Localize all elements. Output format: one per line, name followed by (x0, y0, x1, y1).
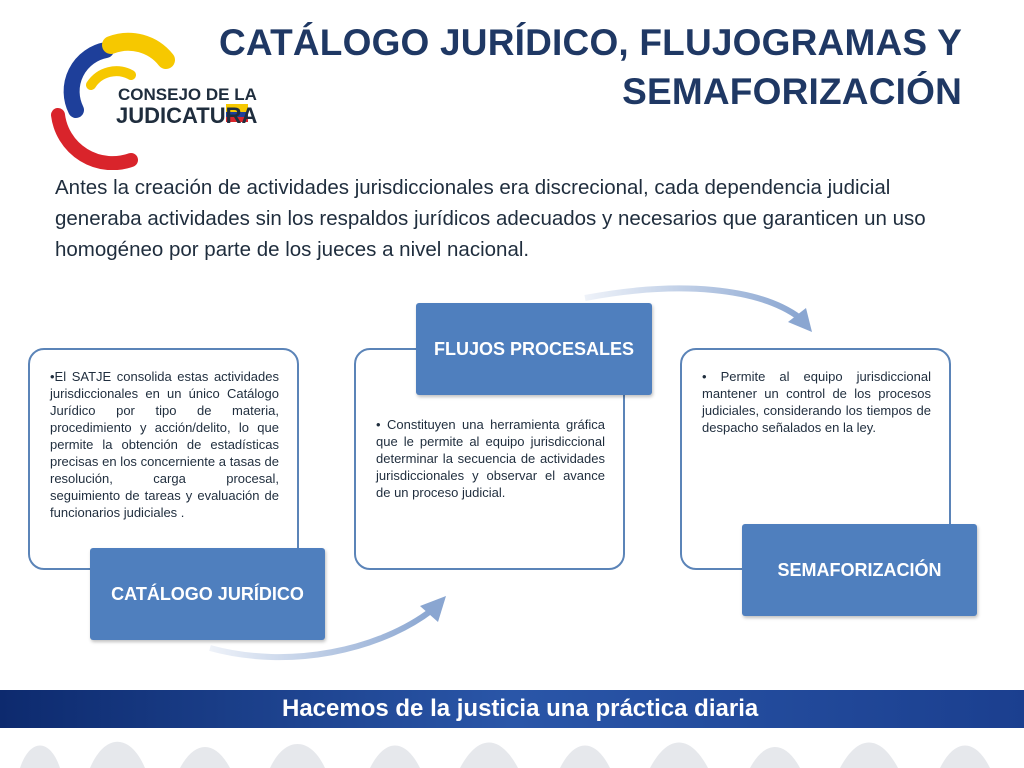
semaphore-card-text: • Permite al equipo jurisdiccional mantener un control de los procesos judiciales, considerando los tiempos de despacho señalados en la ley. (702, 369, 931, 435)
flows-card-text: • Constituyen una herramienta gráfica que le permite al equipo jurisdiccional determinar la secuencia de actividades jurisdiccionales y observar el avance de un proceso judicial. (376, 417, 605, 500)
catalog-label: CATÁLOGO JURÍDICO (90, 548, 325, 640)
page-title: CATÁLOGO JURÍDICO, FLUJOGRAMAS Y SEMAFORIZACIÓN (218, 22, 962, 112)
flows-label: FLUJOS PROCESALES (416, 303, 652, 395)
catalog-card-text: •El SATJE consolida estas actividades jurisdiccionales en un único Catálogo Jurídico por tipo de materia, procedimiento y acción/delito, lo que permite la obtención de estadísticas precisas en los concerniente a tasas de resolución, carga procesal, seguimiento de tareas y evaluación de funcionarios judiciales . (50, 369, 279, 520)
intro-paragraph: Antes la creación de actividades jurisdiccionales era discrecional, cada dependencia judicial generaba actividades sin los respaldos jurídicos adecuados y necesarios que garanticen un uso homogéneo por parte de los jueces a nivel nacional. (55, 176, 926, 261)
logo-line2: JUDICATURA (116, 103, 258, 128)
footer-slogan: Hacemos de la justicia una práctica diaria (282, 695, 759, 722)
logo-line1: CONSEJO DE LA (118, 85, 257, 104)
bottom-decoration (0, 728, 1024, 768)
semaphore-label: SEMAFORIZACIÓN (742, 524, 977, 616)
footer-bar (0, 690, 1024, 728)
